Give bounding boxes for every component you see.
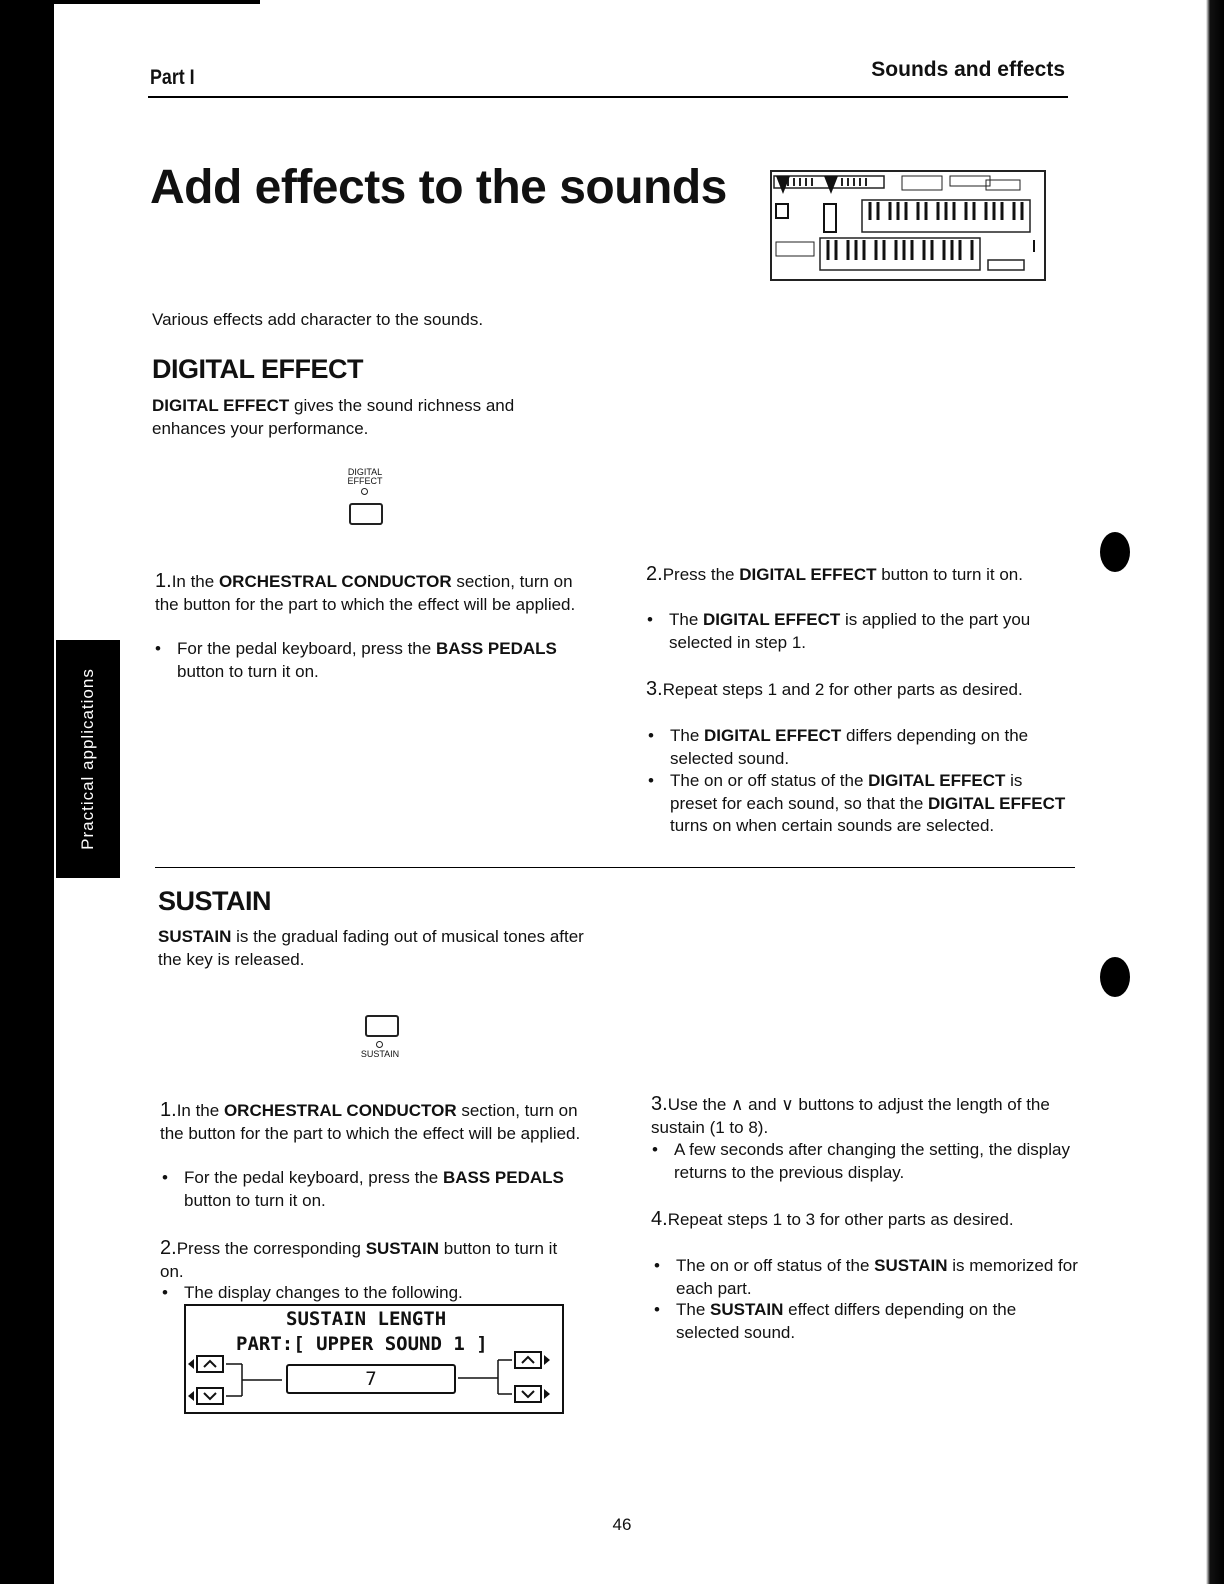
sustain-step-3-note: • A few seconds after changing the setting, the display returns to the previous display. <box>674 1139 1079 1184</box>
down-left-button-icon <box>188 1388 223 1404</box>
side-tab <box>56 640 120 878</box>
panel-drawing <box>772 172 1044 279</box>
binder-hole-bottom <box>1100 957 1130 997</box>
binder-hole-top <box>1100 532 1130 572</box>
sustain-step-2: 2.Press the corresponding SUSTAIN button to turn it on. <box>160 1237 558 1281</box>
digital-effect-description: DIGITAL EFFECT gives the sound richness and enhances your performance. <box>152 396 515 438</box>
page-number: 46 <box>612 1515 632 1534</box>
digital-effect-button[interactable] <box>349 503 383 525</box>
sustain-step-2-note: • The display changes to the following. <box>184 1282 585 1305</box>
up-left-button-icon <box>188 1356 223 1372</box>
up-right-button-icon <box>515 1352 550 1368</box>
header-rule <box>148 96 1068 98</box>
digital-effect-note-2: • The on or off status of the DIGITAL EFFECT is preset for each sound, so that the DIGITAL EFFECT turns on when certain sounds are selected. <box>670 770 1074 838</box>
page-title: Add effects to the sounds <box>150 161 727 214</box>
scan-edge-right <box>1124 0 1224 1584</box>
sustain-step-3: 3.Use the ∧ and ∨ buttons to adjust the length of the sustain (1 to 8). <box>651 1093 1050 1137</box>
digital-effect-note-1: • The DIGITAL EFFECT differs depending on the selected sound. <box>670 725 1074 770</box>
display-value: 7 <box>286 1364 456 1394</box>
sustain-button-label: SUSTAIN <box>360 1049 400 1059</box>
digital-effect-step-2: 2.Press the DIGITAL EFFECT button to turn it on. <box>646 563 1023 585</box>
down-right-button-icon <box>515 1386 550 1402</box>
digital-effect-step-1-note: • For the pedal keyboard, press the BASS PEDALS button to turn it on. <box>177 638 580 683</box>
sustain-step-4: 4.Repeat steps 1 to 3 for other parts as desired. <box>651 1208 1014 1230</box>
scan-edge-left <box>0 0 54 1584</box>
digital-effect-step-1: 1.In the ORCHESTRAL CONDUCTOR section, turn on the button for the part to which the effect will be applied. <box>155 570 576 614</box>
digital-effect-led <box>361 488 368 495</box>
display-part: PART:[ UPPER SOUND 1 ] <box>236 1333 488 1355</box>
sustain-step-1-note: • For the pedal keyboard, press the BASS PEDALS button to turn it on. <box>184 1167 585 1212</box>
instrument-panel-illustration <box>770 170 1046 281</box>
section-divider <box>155 867 1075 868</box>
header-section: Sounds and effects <box>871 58 1065 81</box>
digital-effect-button-label: DIGITAL EFFECT <box>347 467 383 486</box>
sustain-step-1: 1.In the ORCHESTRAL CONDUCTOR section, turn on the button for the part to which the effect will be applied. <box>160 1099 581 1143</box>
display-frame-drawing <box>186 1306 562 1412</box>
side-tab-label: Practical applications <box>78 668 97 850</box>
sustain-description: SUSTAIN is the gradual fading out of musical tones after the key is released. <box>158 927 584 969</box>
digital-effect-step-2-note: • The DIGITAL EFFECT is applied to the part you selected in step 1. <box>669 609 1073 654</box>
digital-effect-heading: DIGITAL EFFECT <box>152 354 363 384</box>
digital-effect-step-3: 3.Repeat steps 1 and 2 for other parts as desired. <box>646 678 1023 700</box>
sustain-button[interactable] <box>365 1015 399 1037</box>
header-part: Part I <box>150 66 195 89</box>
scan-edge-top <box>0 0 260 4</box>
intro-text: Various effects add character to the sounds. <box>152 310 484 329</box>
sustain-length-display <box>184 1304 564 1414</box>
sustain-note-1: • The on or off status of the SUSTAIN is memorized for each part. <box>676 1255 1079 1300</box>
display-title: SUSTAIN LENGTH <box>286 1308 447 1330</box>
sustain-note-2: • The SUSTAIN effect differs depending on the selected sound. <box>676 1299 1079 1344</box>
sustain-led <box>376 1041 383 1048</box>
sustain-heading: SUSTAIN <box>158 886 272 916</box>
